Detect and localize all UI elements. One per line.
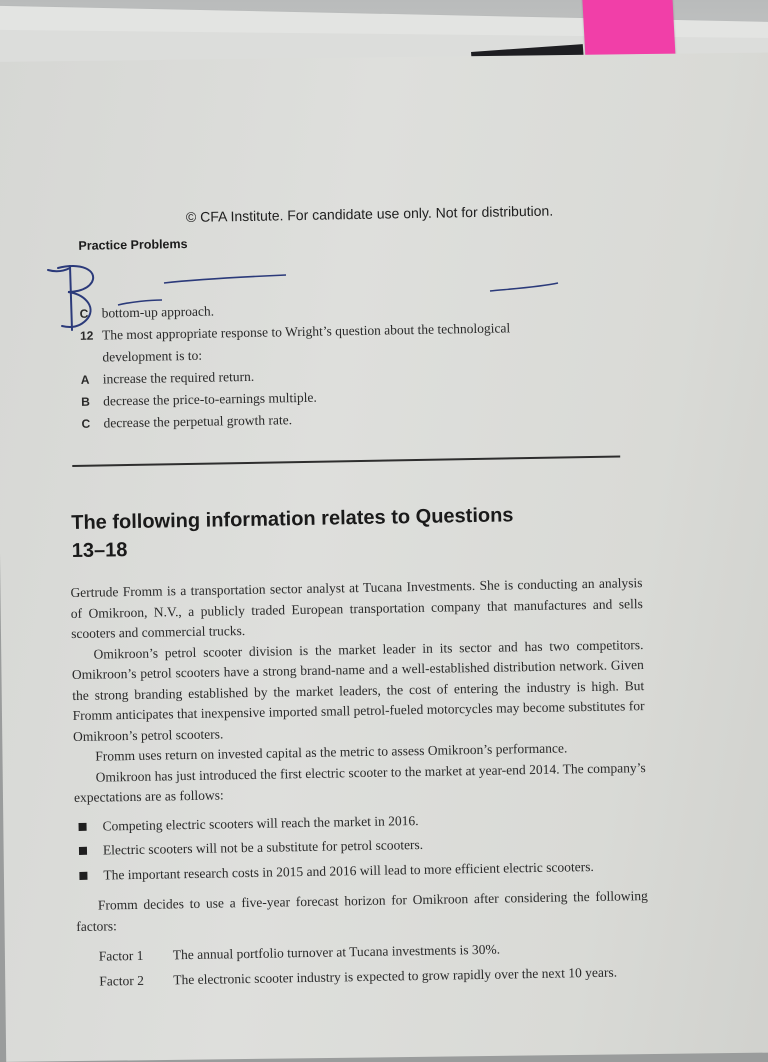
option-letter: A: [80, 372, 90, 387]
question-number: 12: [79, 328, 94, 343]
bullet-icon: [79, 847, 87, 855]
factor-label: Factor 2: [99, 972, 145, 989]
divider-rule: [72, 455, 620, 466]
expectations-list: [74, 807, 647, 886]
option-letter: B: [81, 394, 90, 409]
factor-text: The electronic scooter industry is expected to grow rapidly over the next 10 years.: [173, 964, 618, 987]
paragraph-2: Omikroon’s petrol scooter division is the market leader in its sector and has two competitors. Omikroon’s petrol scooters have a strong brand-name and a well-established distribution network. Given the strong branding established by the market leaders, the cost of entering the industry is high. But Fromm anticipates that inexpensive imported small petrol-fueled motorcycles may become substitutes for Omikroon’s petrol scooters.: [71, 636, 645, 744]
bullet-icon: [79, 871, 87, 879]
option-letter: C: [81, 416, 91, 431]
option-text: bottom-up approach.: [101, 303, 215, 321]
question-text-line2: development is to:: [102, 347, 203, 365]
paragraph-3: Fromm uses return on invested capital as the metric to assess Omikroon’s performance.: [95, 740, 568, 764]
heading-line1: The following information relates to Questions: [71, 504, 514, 535]
question-text-line1: The most appropriate response to Wright’s question about the technological: [101, 320, 511, 343]
section-label: Practice Problems: [78, 236, 188, 253]
factor-label: Factor 1: [98, 947, 144, 964]
page-content: [56, 201, 648, 989]
book-page: [0, 52, 768, 1062]
paragraph-4: Omikroon has just introduced the first electric scooter to the market at year-end 2014. The company’s expectations are as follows:: [73, 759, 646, 806]
bullet-text: Electric scooters will not be a substitute for petrol scooters.: [102, 836, 424, 858]
question-block: [79, 293, 621, 434]
factor-2: [77, 962, 649, 992]
section-heading: [71, 500, 612, 565]
heading-line2: 13–18: [71, 539, 128, 563]
paragraph-1: Gertrude Fromm is a transportation sector analyst at Tucana Investments. She is conducting an analysis of Omikroon, N.V., a publicly traded European transportation company that manufactures and sells scooters and commercial trucks.: [70, 575, 643, 642]
bullet-icon: [78, 822, 86, 830]
list-item: [75, 856, 647, 886]
factors-list: [77, 937, 650, 992]
paragraph-5: Fromm decides to use a five-year forecast horizon for Omikroon after considering the following factors:: [76, 888, 648, 934]
bullet-text: Competing electric scooters will reach the market in 2016.: [102, 812, 419, 834]
factor-text: The annual portfolio turnover at Tucana investments is 30%.: [172, 941, 501, 963]
case-text: [70, 573, 649, 996]
option-text: increase the required return.: [102, 368, 255, 387]
option-letter: C: [79, 306, 89, 321]
bullet-text: The important research costs in 2015 and 2016 will lead to more efficient electric scooters.: [103, 858, 594, 883]
option-text: decrease the price-to-earnings multiple.: [103, 389, 317, 409]
copyright-notice: © CFA Institute. For candidate use only. Not for distribution.: [185, 202, 554, 225]
option-text: decrease the perpetual growth rate.: [103, 412, 293, 431]
